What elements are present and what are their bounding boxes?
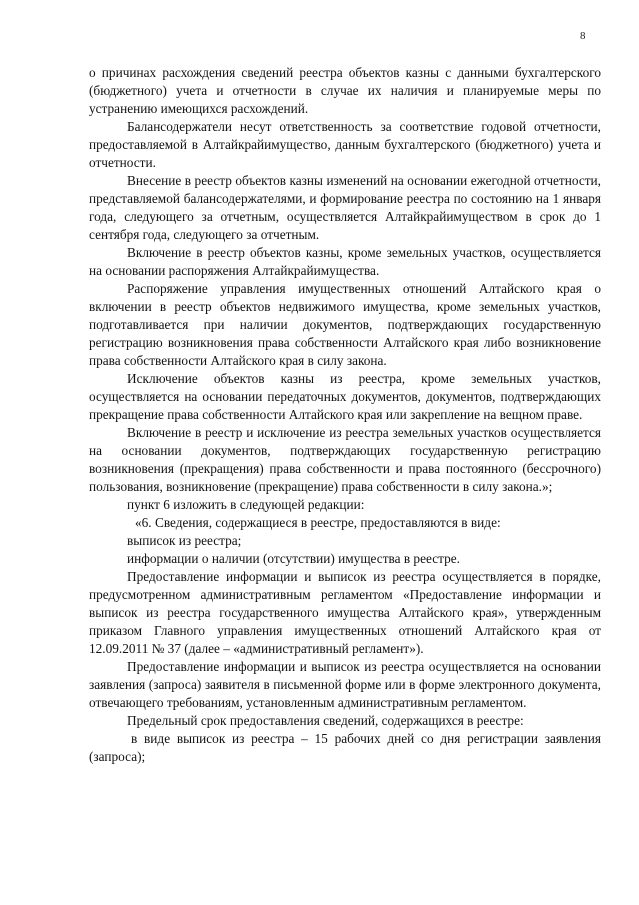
paragraph: пункт 6 изложить в следующей редакции: [127, 497, 365, 512]
paragraph: Распоряжение управления имущественных отношений Алтайского края о включении в реестр объектов недвижимого имущества, кроме земельных участков, подготавливается при наличии документов, подтверждающих государственную регистрацию возникновения права собственности Алтайского края либо возникновение права собственности Алтайского края в силу закона. [89, 281, 601, 368]
paragraph: Предоставление информации и выписок из реестра осуществляется в порядке, предусмотренном административным регламентом «Предоставление информации и выписок из реестра государственного имущества Алтайского края», утвержденным приказом Главного управления имущественных отношений Алтайского края от 12.09.2011 № 37 (далее – «административный регламент»). [89, 569, 601, 656]
paragraph: Предоставление информации и выписок из реестра осуществляется на основании заявления (запроса) заявителя в письменной форме или в форме электронного документа, отвечающего требованиям, установленным административным регламентом. [89, 659, 601, 710]
paragraph: информации о наличии (отсутствии) имущества в реестре. [127, 551, 460, 566]
paragraph: Включение в реестр объектов казны, кроме земельных участков, осуществляется на основании распоряжения Алтайкрайимущества. [89, 245, 601, 278]
paragraph: Внесение в реестр объектов казны изменений на основании ежегодной отчетности, представляемой балансодержателями, и формирование реестра по состоянию на 1 января года, следующего за отчетным, осуществляется Алтайкрайимуществом в срок до 1 сентября года, следующего за отчетным. [89, 173, 601, 242]
paragraph: Предельный срок предоставления сведений, содержащихся в реестре: [127, 713, 524, 728]
paragraph: «6. Сведения, содержащиеся в реестре, предоставляются в виде: [135, 515, 501, 530]
paragraph: в виде выписок из реестра – 15 рабочих дней со дня регистрации заявления (запроса); [89, 731, 601, 764]
paragraph: о причинах расхождения сведений реестра объектов казны с данными бухгалтерского (бюджетного) учета и отчетности в случае их наличия и планируемые меры по устранению имеющихся расхождений. [89, 65, 601, 116]
paragraph: Включение в реестр и исключение из реестра земельных участков осуществляется на основании документов, подтверждающих государственную регистрацию возникновения (прекращения) права собственности и права постоянного (бессрочного) пользования, возникновение (прекращение) права собственности в силу закона.»; [89, 425, 601, 494]
paragraph: Исключение объектов казны из реестра, кроме земельных участков, осуществляется на основании передаточных документов, документов, подтверждающих прекращение права собственности Алтайского края или закрепление на вещном праве. [89, 371, 601, 422]
page-number: 8 [580, 30, 586, 42]
document-body [89, 64, 601, 766]
paragraph: выписок из реестра; [127, 533, 242, 548]
paragraph: Балансодержатели несут ответственность за соответствие годовой отчетности, предоставляемой в Алтайкрайимущество, данным бухгалтерского (бюджетного) учета и отчетности. [89, 119, 601, 170]
